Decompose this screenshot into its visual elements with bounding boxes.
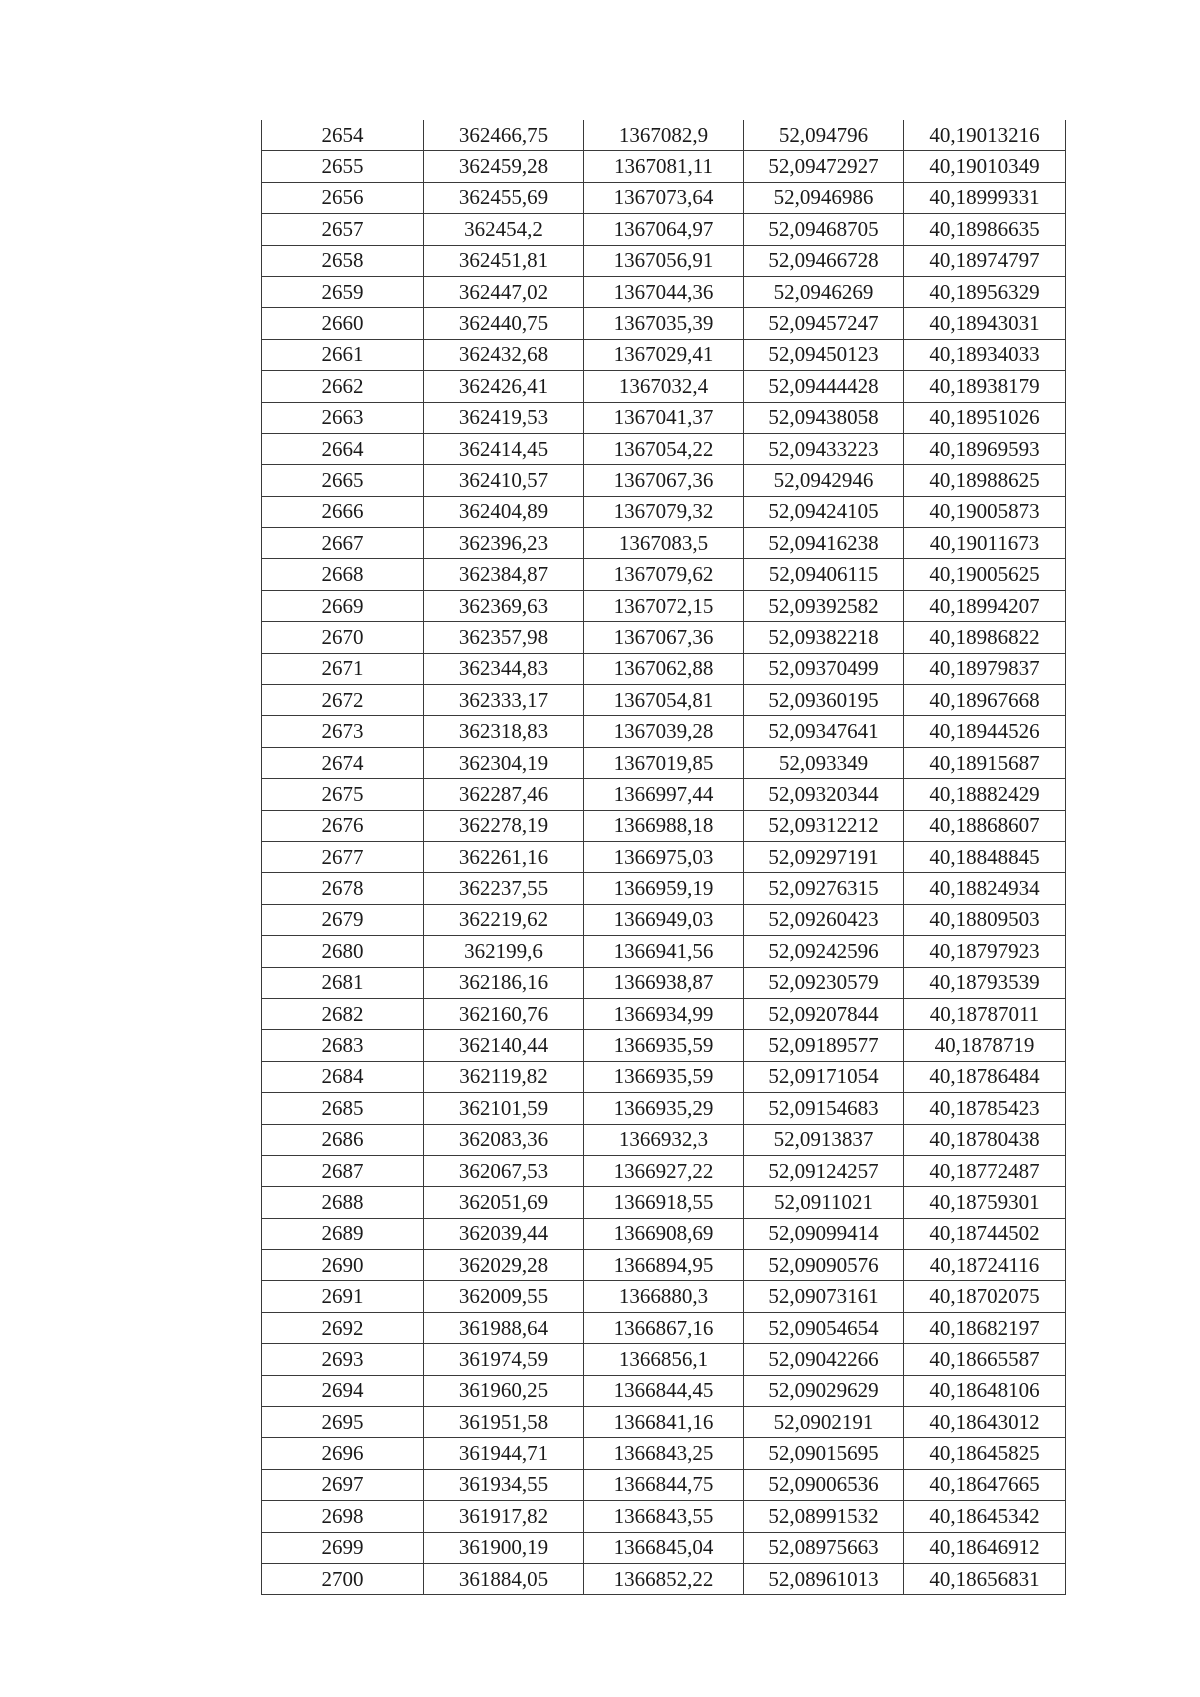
x-coordinate-cell: 362459,28 <box>424 151 584 182</box>
x-coordinate-cell: 362396,23 <box>424 528 584 559</box>
point-number-cell: 2661 <box>262 339 424 370</box>
point-number-cell: 2675 <box>262 779 424 810</box>
latitude-cell: 52,09347641 <box>744 716 904 747</box>
y-coordinate-cell: 1366843,55 <box>584 1501 744 1532</box>
longitude-cell: 40,18999331 <box>904 182 1066 213</box>
longitude-cell: 40,18988625 <box>904 465 1066 496</box>
latitude-cell: 52,09154683 <box>744 1093 904 1124</box>
longitude-cell: 40,18934033 <box>904 339 1066 370</box>
x-coordinate-cell: 362440,75 <box>424 308 584 339</box>
point-number-cell: 2688 <box>262 1187 424 1218</box>
table-row <box>262 496 1066 527</box>
x-coordinate-cell: 362278,19 <box>424 810 584 841</box>
latitude-cell: 52,09320344 <box>744 779 904 810</box>
point-number-cell: 2656 <box>262 182 424 213</box>
point-number-cell: 2700 <box>262 1563 424 1594</box>
point-number-cell: 2659 <box>262 276 424 307</box>
longitude-cell: 40,18809503 <box>904 904 1066 935</box>
point-number-cell: 2657 <box>262 214 424 245</box>
x-coordinate-cell: 362426,41 <box>424 371 584 402</box>
x-coordinate-cell: 361988,64 <box>424 1312 584 1343</box>
longitude-cell: 40,18938179 <box>904 371 1066 402</box>
x-coordinate-cell: 362261,16 <box>424 841 584 872</box>
longitude-cell: 40,18979837 <box>904 653 1066 684</box>
table-row <box>262 590 1066 621</box>
latitude-cell: 52,09450123 <box>744 339 904 370</box>
longitude-cell: 40,18785423 <box>904 1093 1066 1124</box>
x-coordinate-cell: 361884,05 <box>424 1563 584 1594</box>
x-coordinate-cell: 362357,98 <box>424 622 584 653</box>
y-coordinate-cell: 1367044,36 <box>584 276 744 307</box>
y-coordinate-cell: 1367067,36 <box>584 465 744 496</box>
table-row <box>262 1124 1066 1155</box>
table-row <box>262 402 1066 433</box>
longitude-cell: 40,18665587 <box>904 1344 1066 1375</box>
point-number-cell: 2681 <box>262 967 424 998</box>
table-row <box>262 1375 1066 1406</box>
table-row <box>262 1344 1066 1375</box>
longitude-cell: 40,18915687 <box>904 747 1066 778</box>
x-coordinate-cell: 362404,89 <box>424 496 584 527</box>
x-coordinate-cell: 362119,82 <box>424 1061 584 1092</box>
table-row <box>262 1061 1066 1092</box>
longitude-cell: 40,18944526 <box>904 716 1066 747</box>
longitude-cell: 40,18724116 <box>904 1250 1066 1281</box>
x-coordinate-cell: 362067,53 <box>424 1155 584 1186</box>
table-row <box>262 1532 1066 1563</box>
y-coordinate-cell: 1366880,3 <box>584 1281 744 1312</box>
longitude-cell: 40,18797923 <box>904 936 1066 967</box>
y-coordinate-cell: 1367062,88 <box>584 653 744 684</box>
table-row <box>262 1030 1066 1061</box>
x-coordinate-cell: 362160,76 <box>424 998 584 1029</box>
y-coordinate-cell: 1366908,69 <box>584 1218 744 1249</box>
point-number-cell: 2676 <box>262 810 424 841</box>
x-coordinate-cell: 362083,36 <box>424 1124 584 1155</box>
coordinates-table-body <box>262 120 1066 1595</box>
latitude-cell: 52,09370499 <box>744 653 904 684</box>
y-coordinate-cell: 1367083,5 <box>584 528 744 559</box>
latitude-cell: 52,0911021 <box>744 1187 904 1218</box>
y-coordinate-cell: 1366894,95 <box>584 1250 744 1281</box>
longitude-cell: 40,18647665 <box>904 1469 1066 1500</box>
x-coordinate-cell: 362384,87 <box>424 559 584 590</box>
longitude-cell: 40,18643012 <box>904 1407 1066 1438</box>
coordinates-table <box>261 120 1066 1595</box>
point-number-cell: 2665 <box>262 465 424 496</box>
x-coordinate-cell: 362186,16 <box>424 967 584 998</box>
latitude-cell: 52,09230579 <box>744 967 904 998</box>
x-coordinate-cell: 362140,44 <box>424 1030 584 1061</box>
x-coordinate-cell: 362451,81 <box>424 245 584 276</box>
longitude-cell: 40,18780438 <box>904 1124 1066 1155</box>
latitude-cell: 52,09006536 <box>744 1469 904 1500</box>
longitude-cell: 40,18868607 <box>904 810 1066 841</box>
table-row <box>262 465 1066 496</box>
x-coordinate-cell: 362410,57 <box>424 465 584 496</box>
latitude-cell: 52,09242596 <box>744 936 904 967</box>
point-number-cell: 2684 <box>262 1061 424 1092</box>
y-coordinate-cell: 1366932,3 <box>584 1124 744 1155</box>
latitude-cell: 52,09042266 <box>744 1344 904 1375</box>
point-number-cell: 2685 <box>262 1093 424 1124</box>
point-number-cell: 2654 <box>262 120 424 151</box>
point-number-cell: 2699 <box>262 1532 424 1563</box>
y-coordinate-cell: 1367041,37 <box>584 402 744 433</box>
latitude-cell: 52,0946269 <box>744 276 904 307</box>
latitude-cell: 52,09073161 <box>744 1281 904 1312</box>
longitude-cell: 40,18943031 <box>904 308 1066 339</box>
table-row <box>262 841 1066 872</box>
y-coordinate-cell: 1367067,36 <box>584 622 744 653</box>
latitude-cell: 52,09276315 <box>744 873 904 904</box>
latitude-cell: 52,09124257 <box>744 1155 904 1186</box>
table-row <box>262 151 1066 182</box>
latitude-cell: 52,09438058 <box>744 402 904 433</box>
x-coordinate-cell: 361900,19 <box>424 1532 584 1563</box>
longitude-cell: 40,18951026 <box>904 402 1066 433</box>
table-row <box>262 747 1066 778</box>
latitude-cell: 52,0942946 <box>744 465 904 496</box>
point-number-cell: 2683 <box>262 1030 424 1061</box>
y-coordinate-cell: 1366844,75 <box>584 1469 744 1500</box>
longitude-cell: 40,19013216 <box>904 120 1066 151</box>
y-coordinate-cell: 1366844,45 <box>584 1375 744 1406</box>
latitude-cell: 52,0902191 <box>744 1407 904 1438</box>
longitude-cell: 40,19005873 <box>904 496 1066 527</box>
y-coordinate-cell: 1366841,16 <box>584 1407 744 1438</box>
longitude-cell: 40,19010349 <box>904 151 1066 182</box>
y-coordinate-cell: 1366959,19 <box>584 873 744 904</box>
point-number-cell: 2663 <box>262 402 424 433</box>
table-row <box>262 1312 1066 1343</box>
table-row <box>262 1438 1066 1469</box>
y-coordinate-cell: 1366941,56 <box>584 936 744 967</box>
y-coordinate-cell: 1367056,91 <box>584 245 744 276</box>
longitude-cell: 40,18645342 <box>904 1501 1066 1532</box>
point-number-cell: 2672 <box>262 685 424 716</box>
y-coordinate-cell: 1366852,22 <box>584 1563 744 1594</box>
table-row <box>262 998 1066 1029</box>
point-number-cell: 2660 <box>262 308 424 339</box>
longitude-cell: 40,18682197 <box>904 1312 1066 1343</box>
point-number-cell: 2682 <box>262 998 424 1029</box>
x-coordinate-cell: 362454,2 <box>424 214 584 245</box>
latitude-cell: 52,08975663 <box>744 1532 904 1563</box>
latitude-cell: 52,09392582 <box>744 590 904 621</box>
point-number-cell: 2667 <box>262 528 424 559</box>
latitude-cell: 52,08961013 <box>744 1563 904 1594</box>
table-row <box>262 1093 1066 1124</box>
x-coordinate-cell: 361974,59 <box>424 1344 584 1375</box>
longitude-cell: 40,18656831 <box>904 1563 1066 1594</box>
table-row <box>262 1155 1066 1186</box>
latitude-cell: 52,09457247 <box>744 308 904 339</box>
x-coordinate-cell: 362039,44 <box>424 1218 584 1249</box>
point-number-cell: 2673 <box>262 716 424 747</box>
x-coordinate-cell: 362199,6 <box>424 936 584 967</box>
longitude-cell: 40,18967668 <box>904 685 1066 716</box>
latitude-cell: 52,09472927 <box>744 151 904 182</box>
y-coordinate-cell: 1367079,62 <box>584 559 744 590</box>
point-number-cell: 2692 <box>262 1312 424 1343</box>
longitude-cell: 40,18986822 <box>904 622 1066 653</box>
point-number-cell: 2671 <box>262 653 424 684</box>
latitude-cell: 52,09468705 <box>744 214 904 245</box>
table-row <box>262 559 1066 590</box>
longitude-cell: 40,18702075 <box>904 1281 1066 1312</box>
latitude-cell: 52,09207844 <box>744 998 904 1029</box>
table-row <box>262 1469 1066 1500</box>
table-row <box>262 810 1066 841</box>
point-number-cell: 2655 <box>262 151 424 182</box>
table-row <box>262 904 1066 935</box>
table-row <box>262 371 1066 402</box>
table-row <box>262 779 1066 810</box>
y-coordinate-cell: 1366935,59 <box>584 1030 744 1061</box>
y-coordinate-cell: 1366949,03 <box>584 904 744 935</box>
y-coordinate-cell: 1367039,28 <box>584 716 744 747</box>
point-number-cell: 2680 <box>262 936 424 967</box>
y-coordinate-cell: 1366867,16 <box>584 1312 744 1343</box>
x-coordinate-cell: 362419,53 <box>424 402 584 433</box>
latitude-cell: 52,09171054 <box>744 1061 904 1092</box>
latitude-cell: 52,09312212 <box>744 810 904 841</box>
point-number-cell: 2686 <box>262 1124 424 1155</box>
latitude-cell: 52,09382218 <box>744 622 904 653</box>
longitude-cell: 40,18645825 <box>904 1438 1066 1469</box>
y-coordinate-cell: 1366935,29 <box>584 1093 744 1124</box>
x-coordinate-cell: 362455,69 <box>424 182 584 213</box>
table-row <box>262 1187 1066 1218</box>
y-coordinate-cell: 1367029,41 <box>584 339 744 370</box>
table-row <box>262 685 1066 716</box>
y-coordinate-cell: 1366975,03 <box>584 841 744 872</box>
x-coordinate-cell: 362333,17 <box>424 685 584 716</box>
x-coordinate-cell: 362432,68 <box>424 339 584 370</box>
table-row <box>262 716 1066 747</box>
longitude-cell: 40,18646912 <box>904 1532 1066 1563</box>
table-row <box>262 936 1066 967</box>
latitude-cell: 52,09360195 <box>744 685 904 716</box>
y-coordinate-cell: 1367073,64 <box>584 182 744 213</box>
point-number-cell: 2679 <box>262 904 424 935</box>
longitude-cell: 40,18994207 <box>904 590 1066 621</box>
latitude-cell: 52,08991532 <box>744 1501 904 1532</box>
table-row <box>262 967 1066 998</box>
latitude-cell: 52,09466728 <box>744 245 904 276</box>
y-coordinate-cell: 1367054,22 <box>584 433 744 464</box>
longitude-cell: 40,18759301 <box>904 1187 1066 1218</box>
point-number-cell: 2677 <box>262 841 424 872</box>
y-coordinate-cell: 1366843,25 <box>584 1438 744 1469</box>
point-number-cell: 2670 <box>262 622 424 653</box>
table-row <box>262 528 1066 559</box>
y-coordinate-cell: 1367054,81 <box>584 685 744 716</box>
point-number-cell: 2698 <box>262 1501 424 1532</box>
x-coordinate-cell: 362414,45 <box>424 433 584 464</box>
x-coordinate-cell: 361951,58 <box>424 1407 584 1438</box>
table-row <box>262 1250 1066 1281</box>
latitude-cell: 52,09099414 <box>744 1218 904 1249</box>
longitude-cell: 40,18772487 <box>904 1155 1066 1186</box>
x-coordinate-cell: 362447,02 <box>424 276 584 307</box>
table-row <box>262 1501 1066 1532</box>
longitude-cell: 40,19011673 <box>904 528 1066 559</box>
latitude-cell: 52,09433223 <box>744 433 904 464</box>
y-coordinate-cell: 1366988,18 <box>584 810 744 841</box>
table-row <box>262 873 1066 904</box>
latitude-cell: 52,09029629 <box>744 1375 904 1406</box>
latitude-cell: 52,09189577 <box>744 1030 904 1061</box>
point-number-cell: 2691 <box>262 1281 424 1312</box>
table-row <box>262 433 1066 464</box>
table-row <box>262 339 1066 370</box>
x-coordinate-cell: 362318,83 <box>424 716 584 747</box>
latitude-cell: 52,09444428 <box>744 371 904 402</box>
table-row <box>262 1218 1066 1249</box>
y-coordinate-cell: 1366845,04 <box>584 1532 744 1563</box>
x-coordinate-cell: 361960,25 <box>424 1375 584 1406</box>
y-coordinate-cell: 1367081,11 <box>584 151 744 182</box>
table-row <box>262 245 1066 276</box>
latitude-cell: 52,0946986 <box>744 182 904 213</box>
table-row <box>262 1281 1066 1312</box>
y-coordinate-cell: 1367072,15 <box>584 590 744 621</box>
latitude-cell: 52,094796 <box>744 120 904 151</box>
longitude-cell: 40,18848845 <box>904 841 1066 872</box>
y-coordinate-cell: 1367032,4 <box>584 371 744 402</box>
longitude-cell: 40,18744502 <box>904 1218 1066 1249</box>
y-coordinate-cell: 1367064,97 <box>584 214 744 245</box>
point-number-cell: 2669 <box>262 590 424 621</box>
x-coordinate-cell: 362287,46 <box>424 779 584 810</box>
point-number-cell: 2658 <box>262 245 424 276</box>
longitude-cell: 40,18969593 <box>904 433 1066 464</box>
table-row <box>262 308 1066 339</box>
point-number-cell: 2690 <box>262 1250 424 1281</box>
point-number-cell: 2697 <box>262 1469 424 1500</box>
x-coordinate-cell: 361934,55 <box>424 1469 584 1500</box>
x-coordinate-cell: 362009,55 <box>424 1281 584 1312</box>
latitude-cell: 52,0913837 <box>744 1124 904 1155</box>
x-coordinate-cell: 361917,82 <box>424 1501 584 1532</box>
table-row <box>262 214 1066 245</box>
latitude-cell: 52,09406115 <box>744 559 904 590</box>
point-number-cell: 2662 <box>262 371 424 402</box>
y-coordinate-cell: 1366997,44 <box>584 779 744 810</box>
longitude-cell: 40,19005625 <box>904 559 1066 590</box>
y-coordinate-cell: 1366927,22 <box>584 1155 744 1186</box>
y-coordinate-cell: 1367082,9 <box>584 120 744 151</box>
point-number-cell: 2666 <box>262 496 424 527</box>
table-row <box>262 622 1066 653</box>
y-coordinate-cell: 1367035,39 <box>584 308 744 339</box>
point-number-cell: 2694 <box>262 1375 424 1406</box>
y-coordinate-cell: 1366918,55 <box>584 1187 744 1218</box>
longitude-cell: 40,18974797 <box>904 245 1066 276</box>
x-coordinate-cell: 362051,69 <box>424 1187 584 1218</box>
longitude-cell: 40,18648106 <box>904 1375 1066 1406</box>
point-number-cell: 2664 <box>262 433 424 464</box>
longitude-cell: 40,18786484 <box>904 1061 1066 1092</box>
point-number-cell: 2674 <box>262 747 424 778</box>
longitude-cell: 40,18793539 <box>904 967 1066 998</box>
point-number-cell: 2695 <box>262 1407 424 1438</box>
x-coordinate-cell: 362237,55 <box>424 873 584 904</box>
point-number-cell: 2678 <box>262 873 424 904</box>
latitude-cell: 52,09424105 <box>744 496 904 527</box>
x-coordinate-cell: 362466,75 <box>424 120 584 151</box>
longitude-cell: 40,18882429 <box>904 779 1066 810</box>
latitude-cell: 52,09260423 <box>744 904 904 935</box>
longitude-cell: 40,18824934 <box>904 873 1066 904</box>
y-coordinate-cell: 1366856,1 <box>584 1344 744 1375</box>
x-coordinate-cell: 362304,19 <box>424 747 584 778</box>
longitude-cell: 40,18787011 <box>904 998 1066 1029</box>
latitude-cell: 52,09054654 <box>744 1312 904 1343</box>
y-coordinate-cell: 1366934,99 <box>584 998 744 1029</box>
y-coordinate-cell: 1367019,85 <box>584 747 744 778</box>
x-coordinate-cell: 361944,71 <box>424 1438 584 1469</box>
table-row <box>262 120 1066 151</box>
y-coordinate-cell: 1366935,59 <box>584 1061 744 1092</box>
point-number-cell: 2689 <box>262 1218 424 1249</box>
point-number-cell: 2668 <box>262 559 424 590</box>
table-row <box>262 182 1066 213</box>
table-row <box>262 1407 1066 1438</box>
table-row <box>262 653 1066 684</box>
table-row <box>262 276 1066 307</box>
latitude-cell: 52,093349 <box>744 747 904 778</box>
x-coordinate-cell: 362344,83 <box>424 653 584 684</box>
longitude-cell: 40,1878719 <box>904 1030 1066 1061</box>
y-coordinate-cell: 1367079,32 <box>584 496 744 527</box>
longitude-cell: 40,18986635 <box>904 214 1066 245</box>
latitude-cell: 52,09015695 <box>744 1438 904 1469</box>
x-coordinate-cell: 362101,59 <box>424 1093 584 1124</box>
x-coordinate-cell: 362219,62 <box>424 904 584 935</box>
latitude-cell: 52,09090576 <box>744 1250 904 1281</box>
table-row <box>262 1563 1066 1594</box>
point-number-cell: 2696 <box>262 1438 424 1469</box>
longitude-cell: 40,18956329 <box>904 276 1066 307</box>
point-number-cell: 2693 <box>262 1344 424 1375</box>
x-coordinate-cell: 362029,28 <box>424 1250 584 1281</box>
x-coordinate-cell: 362369,63 <box>424 590 584 621</box>
y-coordinate-cell: 1366938,87 <box>584 967 744 998</box>
latitude-cell: 52,09416238 <box>744 528 904 559</box>
point-number-cell: 2687 <box>262 1155 424 1186</box>
latitude-cell: 52,09297191 <box>744 841 904 872</box>
